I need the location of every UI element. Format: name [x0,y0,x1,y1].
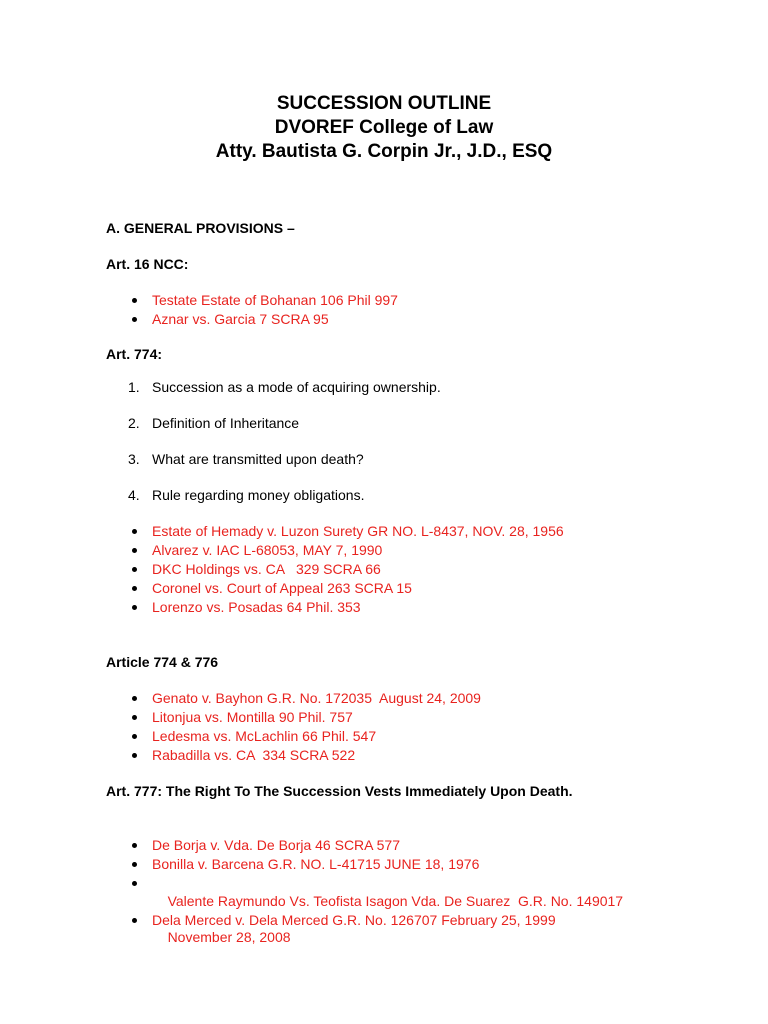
school-name: DVOREF College of Law [274,117,494,138]
numbered-item: 2. Definition of Inheritance [128,415,300,431]
case-item: Bonilla v. Barcena G.R. NO. L-41715 JUNE 18, 1976 [152,856,480,872]
case-item: Dela Merced v. Dela Merced G.R. No. 126707 February 25, 1999 [152,912,556,928]
heading-art-774: Art. 774: [106,346,163,362]
case-item: Coronel vs. Court of Appeal 263 SCRA 15 [152,580,412,596]
case-item: Ledesma vs. McLachlin 66 Phil. 547 [152,728,377,744]
heading-art-774-776: Article 774 & 776 [106,654,219,670]
numbered-item: 4. Rule regarding money obligations. [128,487,365,503]
case-item: Valente Raymundo Vs. Teofista Isagon Vda. De Suarez G.R. No. 149017 November 28, 2008 [152,874,623,964]
document-title: SUCCESSION OUTLINE [276,93,492,114]
author-line: Atty. Bautista G. Corpin Jr., J.D., ESQ [215,141,553,162]
case-item: Aznar vs. Garcia 7 SCRA 95 [152,311,329,327]
case-item: Alvarez v. IAC L-68053, MAY 7, 1990 [152,542,383,558]
heading-art-16: Art. 16 NCC: [106,256,189,272]
section-heading-general: A. GENERAL PROVISIONS – [106,220,295,236]
case-item: DKC Holdings vs. CA 329 SCRA 66 [152,561,381,577]
heading-art-777: Art. 777: The Right To The Succession Vests Immediately Upon Death. [106,783,573,799]
case-item: Litonjua vs. Montilla 90 Phil. 757 [152,709,353,725]
case-item: Rabadilla vs. CA 334 SCRA 522 [152,747,356,763]
numbered-item: 3. What are transmitted upon death? [128,451,364,467]
case-item: Lorenzo vs. Posadas 64 Phil. 353 [152,599,361,615]
numbered-item: 1. Succession as a mode of acquiring ownership. [128,379,441,395]
case-item: De Borja v. Vda. De Borja 46 SCRA 577 [152,837,400,853]
case-item: Estate of Hemady v. Luzon Surety GR NO. L-8437, NOV. 28, 1956 [152,523,564,539]
case-item: Testate Estate of Bohanan 106 Phil 997 [152,292,398,308]
case-item: Genato v. Bayhon G.R. No. 172035 August 24, 2009 [152,690,481,706]
